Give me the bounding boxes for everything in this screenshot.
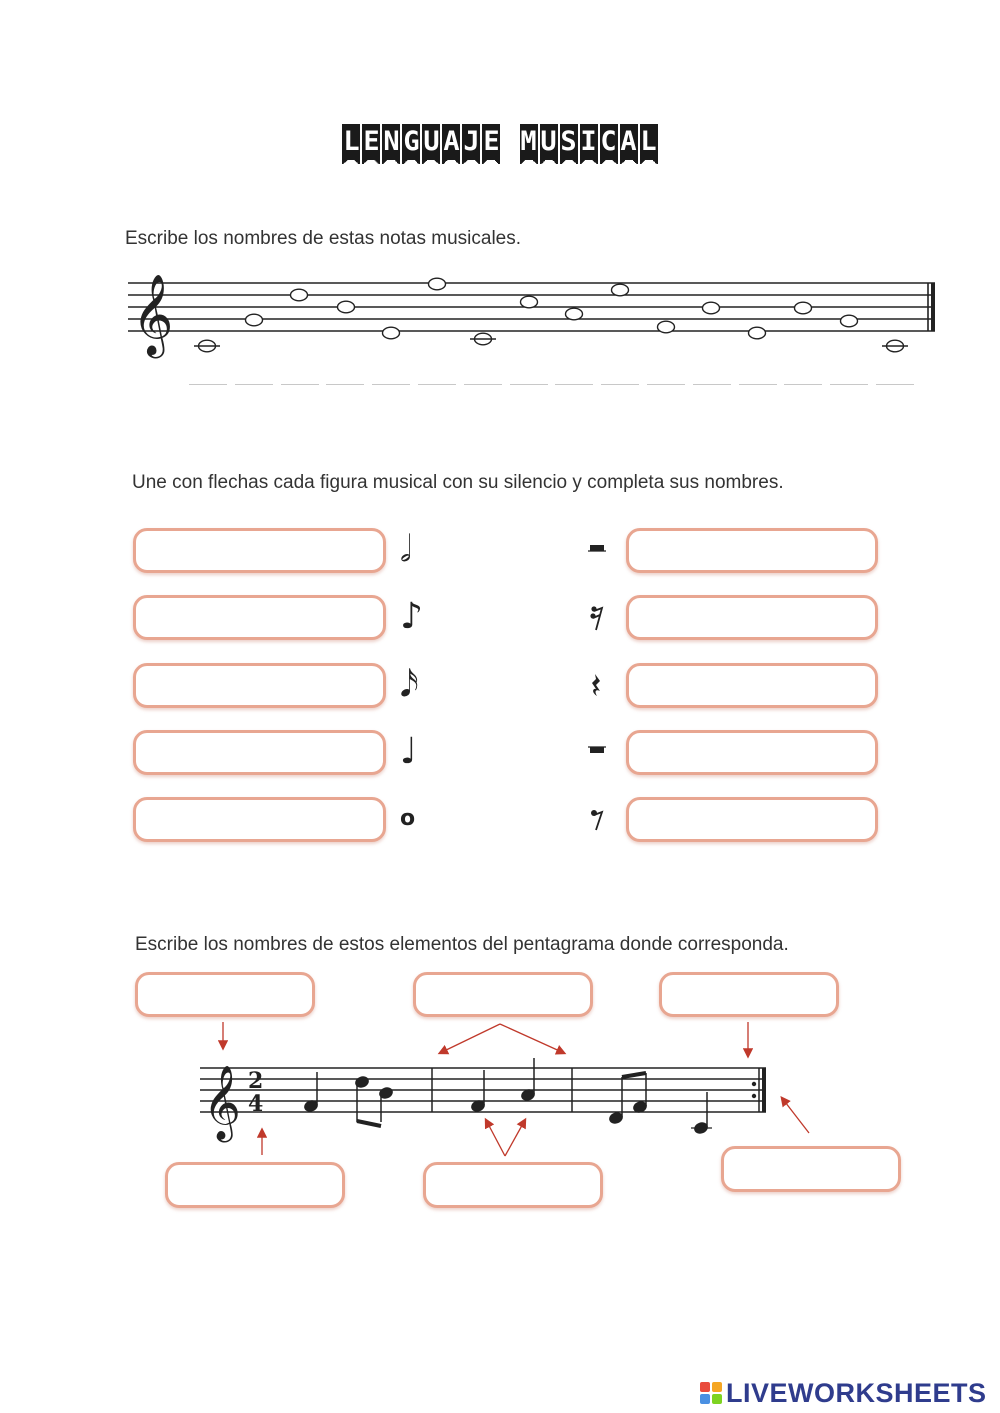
title-letter: N bbox=[382, 124, 400, 160]
half-rest-icon bbox=[588, 537, 608, 565]
clef-name-input[interactable] bbox=[135, 972, 315, 1017]
quarter-rest-icon bbox=[588, 672, 608, 700]
section1-instruction: Escribe los nombres de estas notas musicales. bbox=[125, 228, 522, 249]
note-answer-line[interactable] bbox=[784, 384, 822, 385]
rest-name-input[interactable] bbox=[626, 595, 878, 640]
double-bar-name-input[interactable] bbox=[659, 972, 839, 1017]
whole-note bbox=[841, 315, 858, 327]
whole-note bbox=[521, 296, 538, 308]
melody-beamed-pair-2 bbox=[608, 1073, 648, 1125]
title-letter: S bbox=[560, 124, 578, 160]
title-letter: L bbox=[342, 124, 360, 160]
time-signature-top: 2 bbox=[248, 1068, 264, 1094]
eighth-rest-icon bbox=[588, 806, 608, 834]
note-name-input[interactable] bbox=[133, 528, 386, 573]
whole-note bbox=[566, 308, 583, 320]
title-letter: C bbox=[600, 124, 618, 160]
note-name-input[interactable] bbox=[133, 730, 386, 775]
time-signature-name-input[interactable] bbox=[165, 1162, 345, 1208]
whole-note bbox=[246, 314, 263, 326]
liveworksheets-logo bbox=[700, 1376, 995, 1410]
note-answer-line[interactable] bbox=[876, 384, 914, 385]
note-answer-line[interactable] bbox=[372, 384, 410, 385]
note-answer-line[interactable] bbox=[189, 384, 227, 385]
note-answer-line[interactable] bbox=[235, 384, 273, 385]
note-name-input[interactable] bbox=[133, 595, 386, 640]
measure-name-input[interactable] bbox=[423, 1162, 603, 1208]
note-staff bbox=[0, 0, 1000, 420]
title-letter: E bbox=[482, 124, 500, 160]
title-letter: M bbox=[520, 124, 538, 160]
melody-beamed-pair-1 bbox=[354, 1075, 394, 1126]
whole-note bbox=[470, 333, 496, 345]
bar-line-name-input[interactable] bbox=[413, 972, 593, 1017]
whole-note bbox=[291, 289, 308, 301]
note-answer-line[interactable] bbox=[464, 384, 502, 385]
final-bar-line bbox=[931, 283, 935, 331]
whole-note bbox=[194, 340, 220, 352]
melody-note-2 bbox=[470, 1070, 486, 1113]
section3-instruction: Escribe los nombres de estos elementos del pentagrama donde corresponda. bbox=[135, 934, 789, 955]
note-answer-line[interactable] bbox=[739, 384, 777, 385]
sixteenth-note-icon: 𝅘𝅥𝅯 bbox=[400, 664, 419, 705]
eighth-note-icon: ♪ bbox=[400, 596, 423, 637]
whole-note-icon: o bbox=[400, 806, 416, 831]
melody-note-4 bbox=[691, 1092, 712, 1135]
whole-note bbox=[383, 327, 400, 339]
melody-note-1 bbox=[303, 1072, 319, 1113]
title-letter: A bbox=[442, 124, 460, 160]
note-answer-line[interactable] bbox=[601, 384, 639, 385]
title-letter: I bbox=[580, 124, 598, 160]
arrow-to-measure-1 bbox=[486, 1120, 505, 1156]
note-answer-line[interactable] bbox=[555, 384, 593, 385]
logo-text: LIVEWORKSHEETS bbox=[726, 1377, 987, 1408]
title-letter: L bbox=[640, 124, 658, 160]
title-letter: G bbox=[402, 124, 420, 160]
note-name-input[interactable] bbox=[133, 663, 386, 708]
note-answer-line[interactable] bbox=[281, 384, 319, 385]
repeat-dot-bottom bbox=[752, 1094, 756, 1098]
whole-note bbox=[749, 327, 766, 339]
whole-note bbox=[795, 302, 812, 314]
rest-name-input[interactable] bbox=[626, 663, 878, 708]
half-note-icon: 𝅗𝅥 bbox=[400, 529, 412, 570]
rest-name-input[interactable] bbox=[626, 528, 878, 573]
whole-note bbox=[338, 301, 355, 313]
title-letter: U bbox=[422, 124, 440, 160]
note-answer-line[interactable] bbox=[510, 384, 548, 385]
whole-note bbox=[882, 340, 908, 352]
section2-instruction: Une con flechas cada figura musical con su silencio y completa sus nombres. bbox=[132, 472, 784, 493]
melody-treble-clef-icon: 𝄞 bbox=[203, 1066, 241, 1140]
title-letter: U bbox=[540, 124, 558, 160]
title-letter: A bbox=[620, 124, 638, 160]
whole-rest-icon bbox=[588, 739, 608, 767]
title-letter: J bbox=[462, 124, 480, 160]
note-answer-line[interactable] bbox=[418, 384, 456, 385]
rest-name-input[interactable] bbox=[626, 797, 878, 842]
note-name-input[interactable] bbox=[133, 797, 386, 842]
whole-note bbox=[429, 278, 446, 290]
whole-note bbox=[612, 284, 629, 296]
note-answer-line[interactable] bbox=[693, 384, 731, 385]
repeat-dot-top bbox=[752, 1082, 756, 1086]
logo-mark-icon bbox=[700, 1382, 722, 1404]
sixteenth-rest-icon bbox=[588, 604, 608, 632]
treble-clef-icon: 𝄞 bbox=[132, 273, 174, 355]
whole-note bbox=[703, 302, 720, 314]
repeat-sign-name-input[interactable] bbox=[721, 1146, 901, 1192]
note-answer-line[interactable] bbox=[830, 384, 868, 385]
melody-note-3 bbox=[520, 1058, 536, 1102]
note-answer-line[interactable] bbox=[326, 384, 364, 385]
rest-name-input[interactable] bbox=[626, 730, 878, 775]
title-letter: E bbox=[362, 124, 380, 160]
arrow-to-bar-line-1 bbox=[440, 1024, 500, 1053]
quarter-note-icon: ♩ bbox=[400, 731, 417, 772]
note-answer-line[interactable] bbox=[647, 384, 685, 385]
arrow-to-bar-line-2 bbox=[500, 1024, 564, 1053]
whole-note bbox=[658, 321, 675, 333]
time-signature-bottom: 4 bbox=[248, 1091, 264, 1117]
arrow-to-measure-2 bbox=[505, 1120, 525, 1156]
arrow-to-repeat-sign bbox=[782, 1098, 809, 1133]
repeat-thick-line bbox=[762, 1068, 766, 1112]
